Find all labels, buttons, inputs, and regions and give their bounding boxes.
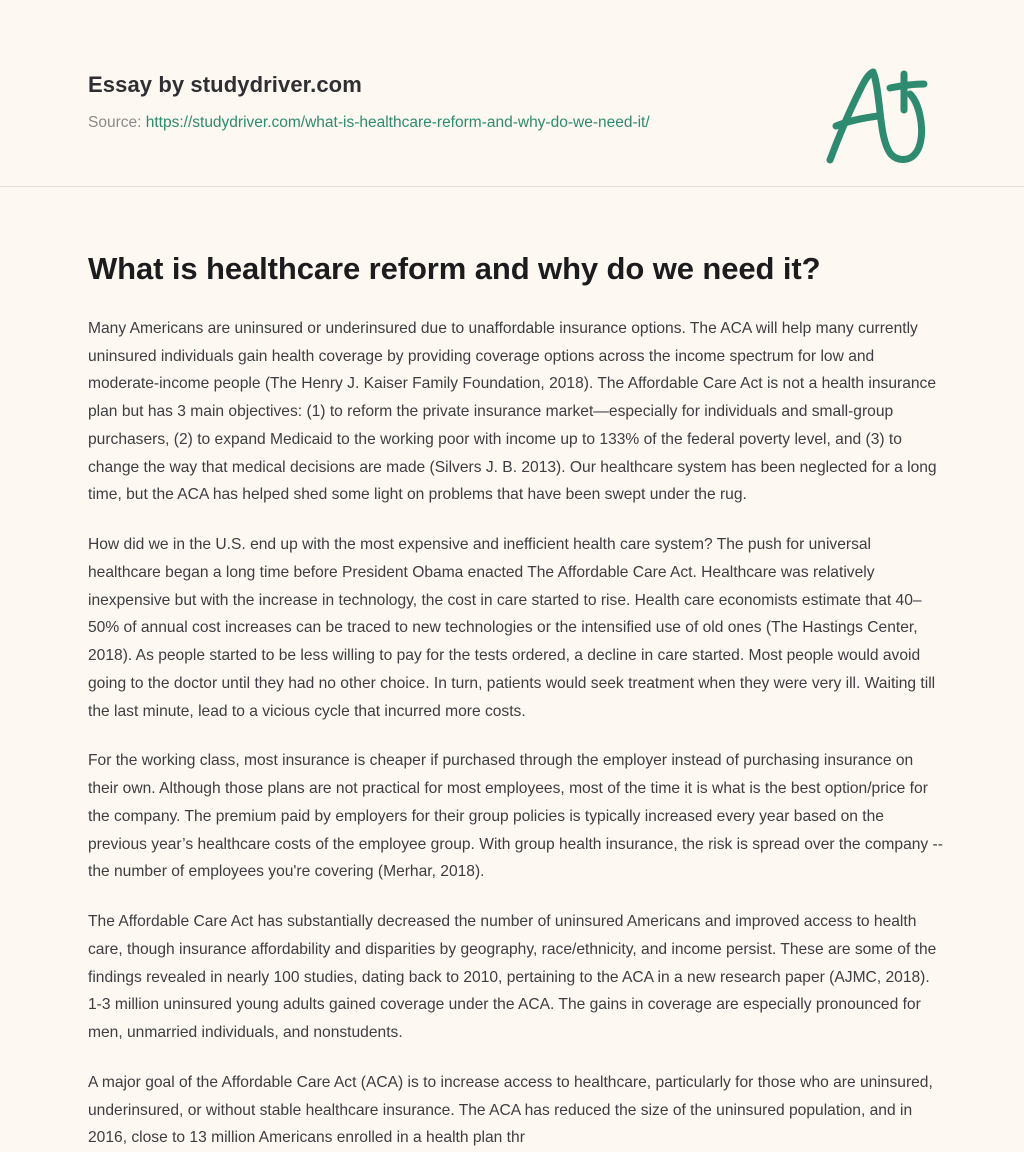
paragraph: A major goal of the Affordable Care Act (ACA) is to increase access to healthcare, particularly for those who are uninsured, underinsured, or without stable healthcare insurance. The ACA has reduced the size of the uninsured population, and in 2016, close to 13 million Americans enrolled in a health plan thr bbox=[88, 1073, 933, 1147]
paragraph: Many Americans are uninsured or underinsured due to unaffordable insurance options. The ACA will help many currently uninsured individuals gain health coverage by providing coverage options across the income spectrum for low and moderate-income people (The Henry J. Kaiser Family Foundation, 2018). The Affordable Care Act is not a health insurance plan but has 3 main objectives: (1) to reform the private insurance market—especially for individuals and small-group purchasers, (2) to expand Medicaid to the working poor with income up to 133% of the federal poverty level, and (3) to change the way that medical decisions are made (Silvers J. B. 2013). Our healthcare system has been neglected for a long time, but the ACA has helped shed some light on problems that have been swept under the rug. bbox=[88, 319, 937, 504]
aplus-icon bbox=[818, 60, 938, 172]
brand-title: Essay by studydriver.com bbox=[88, 72, 362, 97]
page-title: What is healthcare reform and why do we need it? bbox=[88, 251, 821, 286]
document-header bbox=[0, 0, 1024, 186]
article bbox=[88, 250, 946, 1152]
source-label: Source: bbox=[88, 114, 142, 132]
brand-block bbox=[88, 72, 788, 134]
source-url-link[interactable]: https://studydriver.com/what-is-healthcare-reform-and-why-do-we-need-it/ bbox=[145, 114, 650, 132]
article-body bbox=[88, 315, 946, 1152]
header-divider bbox=[0, 186, 1024, 187]
source-line bbox=[88, 113, 788, 133]
paragraph: For the working class, most insurance is cheaper if purchased through the employer instead of purchasing insurance on their own. Although those plans are not practical for most employees, most of the time it is what is the best option/price for the company. The premium paid by employers for their group policies is typically increased every year based on the previous year’s healthcare costs of the employee group. With group health insurance, the risk is spread over the company -- the number of employees you're covering (Merhar, 2018). bbox=[88, 752, 943, 881]
paragraph: How did we in the U.S. end up with the most expensive and inefficient health care system? The push for universal healthcare began a long time before President Obama enacted The Affordable Care Act. Healthcare was relatively inexpensive but with the increase in technology, the cost in care started to rise. Health care economists estimate that 40–50% of annual cost increases can be traced to new technologies or the intensified use of old ones (The Hastings Center, 2018). As people started to be less willing to pay for the tests ordered, a decline in care started. Most people would avoid going to the doctor until they had no other choice. In turn, patients would seek treatment when they were very ill. Waiting till the last minute, lead to a vicious cycle that incurred more costs. bbox=[88, 536, 936, 720]
paragraph: The Affordable Care Act has substantially decreased the number of uninsured Americans and improved access to health care, though insurance affordability and disparities by geography, race/ethnicity, and income persist. These are some of the findings revealed in nearly 100 studies, dating back to 2010, pertaining to the ACA in a new research paper (AJMC, 2018). 1-3 million uninsured young adults gained coverage under the ACA. The gains in coverage are especially pronounced for men, unmarried individuals, and nonstudents. bbox=[88, 913, 937, 1041]
studydriver-aplus-logo[interactable] bbox=[818, 60, 938, 172]
